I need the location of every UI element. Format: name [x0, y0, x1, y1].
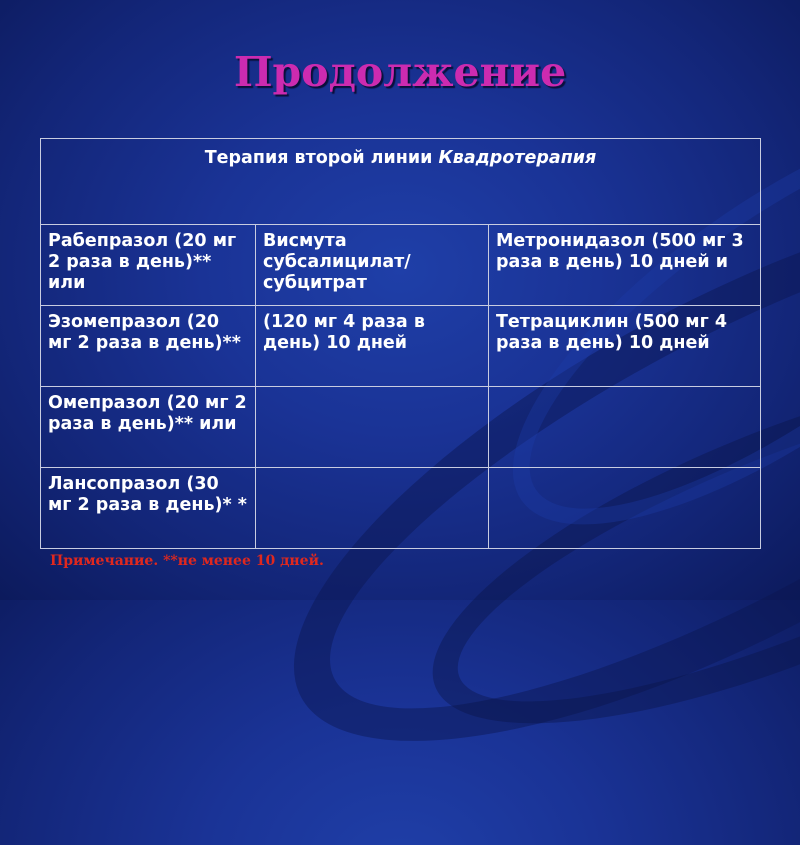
- table-cell: [256, 468, 489, 549]
- table-cell: Омепразол (20 мг 2 раза в день)** или: [41, 387, 256, 468]
- table-cell: Висмута субсалицилат/субцитрат: [256, 225, 489, 306]
- table-row: [41, 387, 761, 468]
- table-row: [41, 468, 761, 549]
- table-cell: Лансопразол (30 мг 2 раза в день)* *: [41, 468, 256, 549]
- therapy-table: [40, 138, 761, 549]
- slide-title: Продолжение: [233, 48, 567, 96]
- footnote: Примечание. **не менее 10 дней.: [50, 553, 324, 569]
- table-row: [41, 225, 761, 306]
- table-cell: [489, 468, 761, 549]
- table-cell: (120 мг 4 раза в день) 10 дней: [256, 306, 489, 387]
- table-header-row: [41, 139, 761, 225]
- table-cell: Метронидазол (500 мг 3 раза в день) 10 дней и: [489, 225, 761, 306]
- table-cell: [256, 387, 489, 468]
- table-row: [41, 306, 761, 387]
- header-text: Терапия второй линии: [204, 148, 439, 168]
- header-italic-text: Квадротерапия: [438, 148, 597, 168]
- table-cell: Рабепразол (20 мг 2 раза в день)** или: [41, 225, 256, 306]
- table-cell: [489, 387, 761, 468]
- table-header-cell: [41, 139, 761, 225]
- table-cell: Тетрациклин (500 мг 4 раза в день) 10 дней: [489, 306, 761, 387]
- table-cell: Эзомепразол (20 мг 2 раза в день)**: [41, 306, 256, 387]
